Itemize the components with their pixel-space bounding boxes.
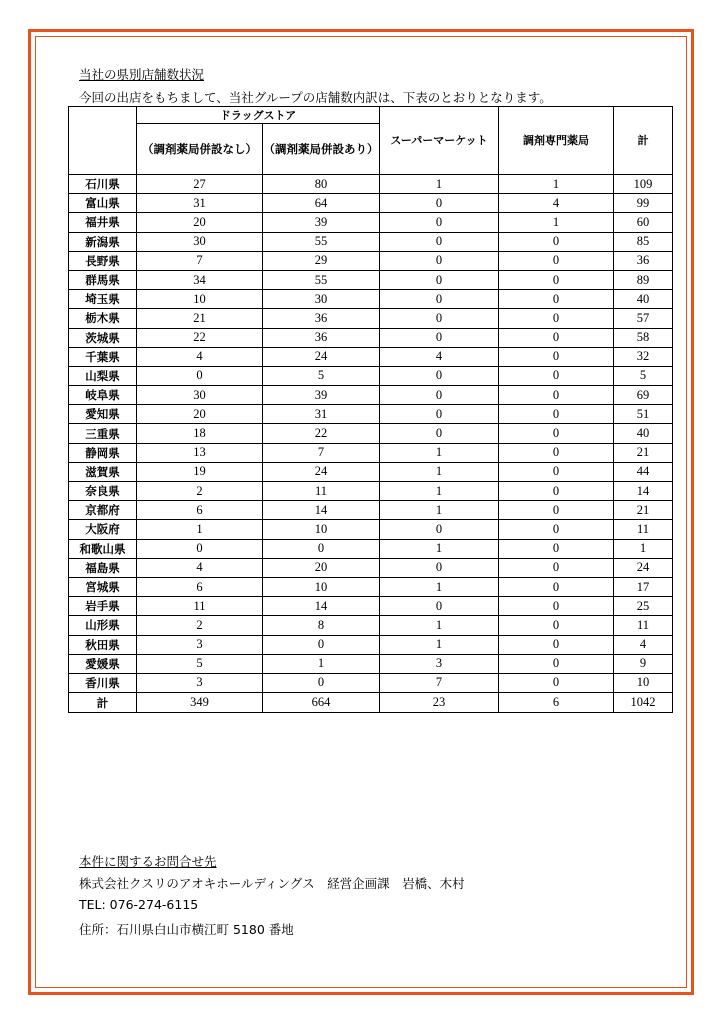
corner-cell [69, 107, 137, 175]
prefecture-label: 富山県 [69, 194, 137, 213]
table-cell: 0 [499, 520, 614, 539]
table-cell: 0 [499, 539, 614, 558]
prefecture-label: 和歌山県 [69, 539, 137, 558]
table-cell: 1 [380, 443, 499, 462]
prefecture-label: 長野県 [69, 251, 137, 270]
table-cell: 7 [380, 673, 499, 692]
table-cell: 58 [614, 328, 673, 347]
contact-title: 本件に関するお問合せ先 [79, 854, 217, 869]
table-row [69, 213, 673, 232]
table-row [69, 462, 673, 481]
total-cell: 349 [137, 693, 263, 713]
table-cell: 31 [137, 194, 263, 213]
table-cell: 0 [137, 366, 263, 385]
table-cell: 0 [499, 328, 614, 347]
table-cell: 24 [263, 347, 380, 366]
table-cell: 0 [499, 462, 614, 481]
table-cell: 0 [499, 501, 614, 520]
prefecture-label: 茨城県 [69, 328, 137, 347]
table-cell: 1 [380, 175, 499, 194]
table-cell: 0 [499, 405, 614, 424]
table-cell: 27 [137, 175, 263, 194]
table-row [69, 290, 673, 309]
table-cell: 6 [137, 577, 263, 596]
prefecture-label: 福井県 [69, 213, 137, 232]
prefecture-label: 秋田県 [69, 635, 137, 654]
prefecture-label: 山梨県 [69, 366, 137, 385]
table-cell: 4 [137, 558, 263, 577]
prefecture-label: 岩手県 [69, 597, 137, 616]
table-cell: 80 [263, 175, 380, 194]
table-cell: 40 [614, 290, 673, 309]
table-body [69, 175, 673, 693]
table-cell: 5 [263, 366, 380, 385]
contact-phone: TEL: 076-274-6115 [79, 897, 199, 912]
table-cell: 22 [137, 328, 263, 347]
total-cell: 664 [263, 693, 380, 713]
table-cell: 0 [380, 328, 499, 347]
table-row [69, 443, 673, 462]
table-header-row-1 [69, 107, 673, 124]
prefecture-label: 千葉県 [69, 347, 137, 366]
table-row [69, 175, 673, 194]
table-cell: 11 [614, 616, 673, 635]
table-cell: 1 [499, 213, 614, 232]
table-cell: 10 [137, 290, 263, 309]
table-cell: 40 [614, 424, 673, 443]
table-cell: 0 [263, 635, 380, 654]
table-cell: 0 [499, 443, 614, 462]
prefecture-label: 滋賀県 [69, 462, 137, 481]
table-cell: 69 [614, 386, 673, 405]
table-cell: 11 [263, 482, 380, 501]
drugstore-group-header: ドラッグストア [137, 107, 380, 124]
table-cell: 10 [263, 520, 380, 539]
table-row [69, 501, 673, 520]
table-cell: 21 [614, 443, 673, 462]
table-cell: 13 [137, 443, 263, 462]
table-cell: 0 [380, 386, 499, 405]
intro-text: 今回の出店をもちまして、当社グループの店舗数内訳は、下表のとおりとなります。 [79, 90, 552, 105]
table-cell: 0 [263, 539, 380, 558]
table-cell: 0 [380, 309, 499, 328]
table-row [69, 577, 673, 596]
table-cell: 30 [137, 386, 263, 405]
table-cell: 1 [380, 501, 499, 520]
table-cell: 1 [380, 635, 499, 654]
table-cell: 0 [499, 616, 614, 635]
table-cell: 85 [614, 232, 673, 251]
prefecture-label: 石川県 [69, 175, 137, 194]
col-header-drugstore-with-pharmacy: （調剤薬局併設あり） [263, 124, 380, 175]
table-cell: 20 [263, 558, 380, 577]
table-cell: 2 [137, 616, 263, 635]
prefecture-label: 奈良県 [69, 482, 137, 501]
table-cell: 0 [499, 290, 614, 309]
table-cell: 30 [137, 232, 263, 251]
table-cell: 0 [380, 270, 499, 289]
table-cell: 0 [380, 251, 499, 270]
table-cell: 0 [380, 520, 499, 539]
prefecture-label: 静岡県 [69, 443, 137, 462]
table-cell: 22 [263, 424, 380, 443]
table-cell: 0 [263, 673, 380, 692]
col-header-dispensing-pharmacy: 調剤専門薬局 [499, 107, 614, 175]
table-row [69, 405, 673, 424]
table-cell: 17 [614, 577, 673, 596]
table-cell: 4 [614, 635, 673, 654]
table-cell: 55 [263, 270, 380, 289]
table-cell: 10 [614, 673, 673, 692]
table-cell: 2 [137, 482, 263, 501]
table-row [69, 597, 673, 616]
prefecture-label: 福島県 [69, 558, 137, 577]
table-row [69, 520, 673, 539]
table-cell: 0 [380, 558, 499, 577]
total-label: 計 [69, 693, 137, 713]
table-cell: 0 [380, 424, 499, 443]
table-row [69, 194, 673, 213]
table-cell: 34 [137, 270, 263, 289]
total-cell: 1042 [614, 693, 673, 713]
total-row [69, 693, 673, 713]
table-cell: 5 [137, 654, 263, 673]
table-cell: 20 [137, 213, 263, 232]
table-cell: 0 [499, 635, 614, 654]
table-cell: 31 [263, 405, 380, 424]
table-cell: 1 [380, 462, 499, 481]
table-cell: 0 [499, 654, 614, 673]
table-cell: 0 [499, 386, 614, 405]
table-cell: 36 [614, 251, 673, 270]
table-cell: 0 [499, 270, 614, 289]
table-cell: 0 [380, 597, 499, 616]
table-cell: 1 [499, 175, 614, 194]
table-cell: 11 [137, 597, 263, 616]
table-cell: 1 [614, 539, 673, 558]
table-row [69, 328, 673, 347]
table-cell: 4 [137, 347, 263, 366]
prefecture-label: 愛知県 [69, 405, 137, 424]
table-cell: 0 [380, 405, 499, 424]
table-cell: 0 [380, 213, 499, 232]
total-cell: 6 [499, 693, 614, 713]
table-cell: 0 [499, 347, 614, 366]
table-cell: 7 [263, 443, 380, 462]
prefecture-label: 埼玉県 [69, 290, 137, 309]
table-row [69, 673, 673, 692]
total-cell: 23 [380, 693, 499, 713]
table-cell: 39 [263, 213, 380, 232]
prefecture-label: 栃木県 [69, 309, 137, 328]
prefecture-label: 三重県 [69, 424, 137, 443]
table-row [69, 558, 673, 577]
table-cell: 0 [380, 232, 499, 251]
table-cell: 109 [614, 175, 673, 194]
table-cell: 89 [614, 270, 673, 289]
table-cell: 21 [614, 501, 673, 520]
table-row [69, 635, 673, 654]
table-cell: 19 [137, 462, 263, 481]
contact-address: 住所：石川県白山市横江町 5180 番地 [79, 922, 294, 937]
prefecture-label: 岐阜県 [69, 386, 137, 405]
table-cell: 5 [614, 366, 673, 385]
table-cell: 55 [263, 232, 380, 251]
prefecture-label: 宮城県 [69, 577, 137, 596]
table-cell: 0 [499, 232, 614, 251]
table-row [69, 347, 673, 366]
table-cell: 4 [499, 194, 614, 213]
table-cell: 0 [499, 482, 614, 501]
table-row [69, 482, 673, 501]
table-cell: 99 [614, 194, 673, 213]
table-cell: 1 [137, 520, 263, 539]
table-cell: 51 [614, 405, 673, 424]
table-cell: 0 [380, 194, 499, 213]
table-cell: 64 [263, 194, 380, 213]
table-cell: 3 [380, 654, 499, 673]
table-cell: 0 [499, 251, 614, 270]
table-cell: 24 [614, 558, 673, 577]
table-cell: 25 [614, 597, 673, 616]
prefecture-label: 大阪府 [69, 520, 137, 539]
table-row [69, 232, 673, 251]
table-cell: 1 [380, 482, 499, 501]
table-row [69, 386, 673, 405]
table-cell: 0 [499, 673, 614, 692]
table-cell: 10 [263, 577, 380, 596]
table-row [69, 654, 673, 673]
table-cell: 0 [380, 366, 499, 385]
col-header-total: 計 [614, 107, 673, 175]
prefecture-label: 山形県 [69, 616, 137, 635]
col-header-supermarket: スーパーマーケット [380, 107, 499, 175]
table-cell: 14 [263, 597, 380, 616]
table-cell: 32 [614, 347, 673, 366]
prefecture-label: 香川県 [69, 673, 137, 692]
table-row [69, 616, 673, 635]
table-cell: 0 [499, 309, 614, 328]
table-cell: 4 [380, 347, 499, 366]
table-row [69, 424, 673, 443]
table-cell: 44 [614, 462, 673, 481]
table-cell: 1 [380, 616, 499, 635]
table-cell: 39 [263, 386, 380, 405]
table-cell: 18 [137, 424, 263, 443]
table-cell: 30 [263, 290, 380, 309]
table-cell: 0 [380, 290, 499, 309]
table-cell: 8 [263, 616, 380, 635]
table-row [69, 539, 673, 558]
table-cell: 6 [137, 501, 263, 520]
prefecture-label: 群馬県 [69, 270, 137, 289]
table-row [69, 366, 673, 385]
prefecture-label: 京都府 [69, 501, 137, 520]
table-cell: 1 [380, 577, 499, 596]
table-cell: 0 [499, 597, 614, 616]
table-cell: 3 [137, 673, 263, 692]
table-cell: 57 [614, 309, 673, 328]
table-cell: 1 [380, 539, 499, 558]
table-cell: 14 [614, 482, 673, 501]
table-cell: 0 [499, 577, 614, 596]
prefecture-label: 新潟県 [69, 232, 137, 251]
table-cell: 0 [499, 424, 614, 443]
table-cell: 60 [614, 213, 673, 232]
table-row [69, 251, 673, 270]
table-cell: 29 [263, 251, 380, 270]
table-cell: 36 [263, 309, 380, 328]
store-count-table [68, 106, 673, 713]
table-cell: 3 [137, 635, 263, 654]
table-cell: 1 [263, 654, 380, 673]
table-cell: 36 [263, 328, 380, 347]
table-row [69, 309, 673, 328]
prefecture-label: 愛媛県 [69, 654, 137, 673]
contact-company: 株式会社クスリのアオキホールディングス 経営企画課 岩橋、木村 [79, 876, 465, 891]
table-cell: 24 [263, 462, 380, 481]
section-heading: 当社の県別店舗数状況 [79, 67, 205, 82]
col-header-drugstore-without-pharmacy: （調剤薬局併設なし） [137, 124, 263, 175]
table-cell: 9 [614, 654, 673, 673]
table-cell: 21 [137, 309, 263, 328]
table-cell: 20 [137, 405, 263, 424]
table-cell: 0 [499, 366, 614, 385]
table-cell: 14 [263, 501, 380, 520]
table-cell: 0 [137, 539, 263, 558]
table-cell: 11 [614, 520, 673, 539]
table-row [69, 270, 673, 289]
table-cell: 7 [137, 251, 263, 270]
table-cell: 0 [499, 558, 614, 577]
